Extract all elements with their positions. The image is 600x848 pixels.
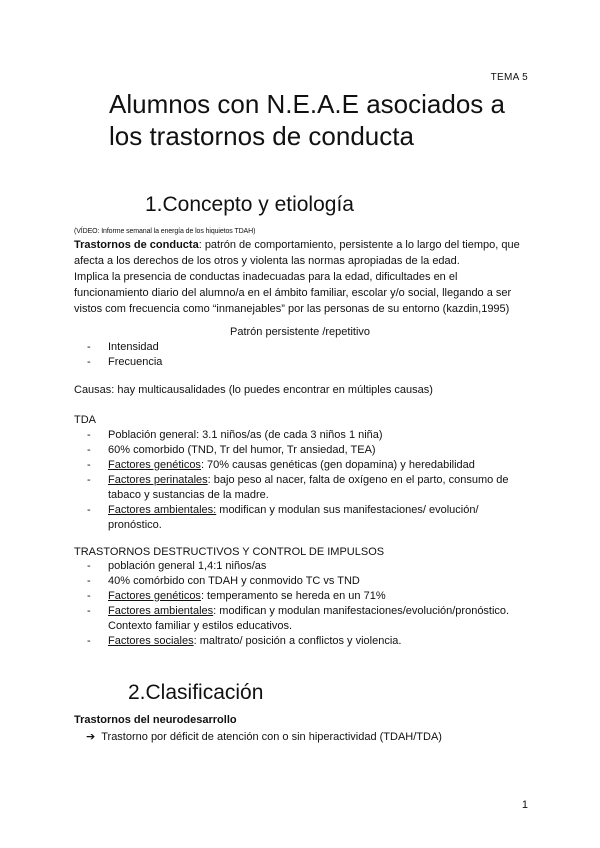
list-item: - población general 1,4:1 niños/as	[87, 560, 267, 572]
section-heading-clasificacion: 2.Clasificación	[128, 681, 264, 704]
tda-title: TDA	[74, 414, 96, 426]
pattern-list	[87, 340, 527, 370]
list-item: - Intensidad	[87, 341, 159, 353]
definition-term: Trastornos de conducta	[74, 239, 199, 251]
list-item: - Población general: 3.1 niños/as (de cada 3 niños 1 niña)	[87, 429, 383, 441]
list-item: - Frecuencia	[87, 356, 163, 368]
list-item: - Factores genéticos: temperamento se hereda en un 71%	[87, 590, 386, 602]
list-item: - Factores ambientales: modifican y modulan manifestaciones/evolución/pronóstico. Contexto familiar y estilos educativos.	[87, 605, 510, 632]
list-item: - Factores genéticos: 70% causas genéticas (gen dopamina) y heredabilidad	[87, 459, 475, 471]
definition-line-5: vistos com frecuencia como “inmanejables” por las personas de su entorno (kazdin,1995)	[74, 303, 510, 315]
section-heading-concepto: 1.Concepto y etiología	[145, 193, 354, 216]
video-note: (VÍDEO: Informe semanal la energía de los hiquietos TDAH)	[74, 228, 256, 235]
arrow-item-text: Trastorno por déficit de atención con o sin hiperactividad (TDAH/TDA)	[101, 731, 442, 743]
causes-text: Causas: hay multicausalidades (lo puedes encontrar en múltiples causas)	[74, 384, 433, 396]
tda-list	[87, 428, 527, 533]
definition-paragraph	[74, 237, 534, 317]
title-line-2: los trastornos de conducta	[109, 121, 414, 151]
tdci-title: TRASTORNOS DESTRUCTIVOS Y CONTROL DE IMPULSOS	[74, 546, 385, 558]
arrow-right-icon: ➔	[86, 731, 96, 743]
list-item: - 40% comórbido con TDAH y conmovido TC vs TND	[87, 575, 360, 587]
title-line-1: Alumnos con N.E.A.E asociados a	[109, 89, 505, 119]
tdci-list	[87, 559, 527, 649]
definition-line-4: funcionamiento diario del alumno/a en el ámbito familiar, escolar y/o social, llegando a ser	[74, 287, 512, 299]
definition-line-2: afecta a los derechos de los otros y violenta las normas apropiadas de la edad.	[74, 255, 460, 267]
topic-label: TEMA 5	[490, 72, 528, 83]
definition-line-1	[74, 237, 534, 253]
document-title	[109, 88, 505, 152]
subheading-neurodesarrollo: Trastornos del neurodesarrollo	[74, 714, 237, 726]
list-item: - Factores ambientales: modifican y modulan sus manifestaciones/ evolución/ pronóstico.	[87, 504, 479, 531]
pattern-title: Patrón persistente /repetitivo	[229, 326, 371, 338]
list-item: - Factores perinatales: bajo peso al nacer, falta de oxígeno en el parto, consumo de tabaco y sustancias de la madre.	[87, 474, 509, 501]
page-number: 1	[521, 799, 528, 811]
definition-text: : patrón de comportamiento, persistente a lo largo del tiempo, que	[198, 239, 520, 251]
list-item: - 60% comorbido (TND, Tr del humor, Tr ansiedad, TEA)	[87, 444, 376, 456]
list-item: - Factores sociales: maltrato/ posición a conflictos y violencia.	[87, 635, 402, 647]
arrow-list-item	[86, 730, 442, 743]
definition-line-3: Implica la presencia de conductas inadecuadas para la edad, dificultades en el	[74, 271, 458, 283]
